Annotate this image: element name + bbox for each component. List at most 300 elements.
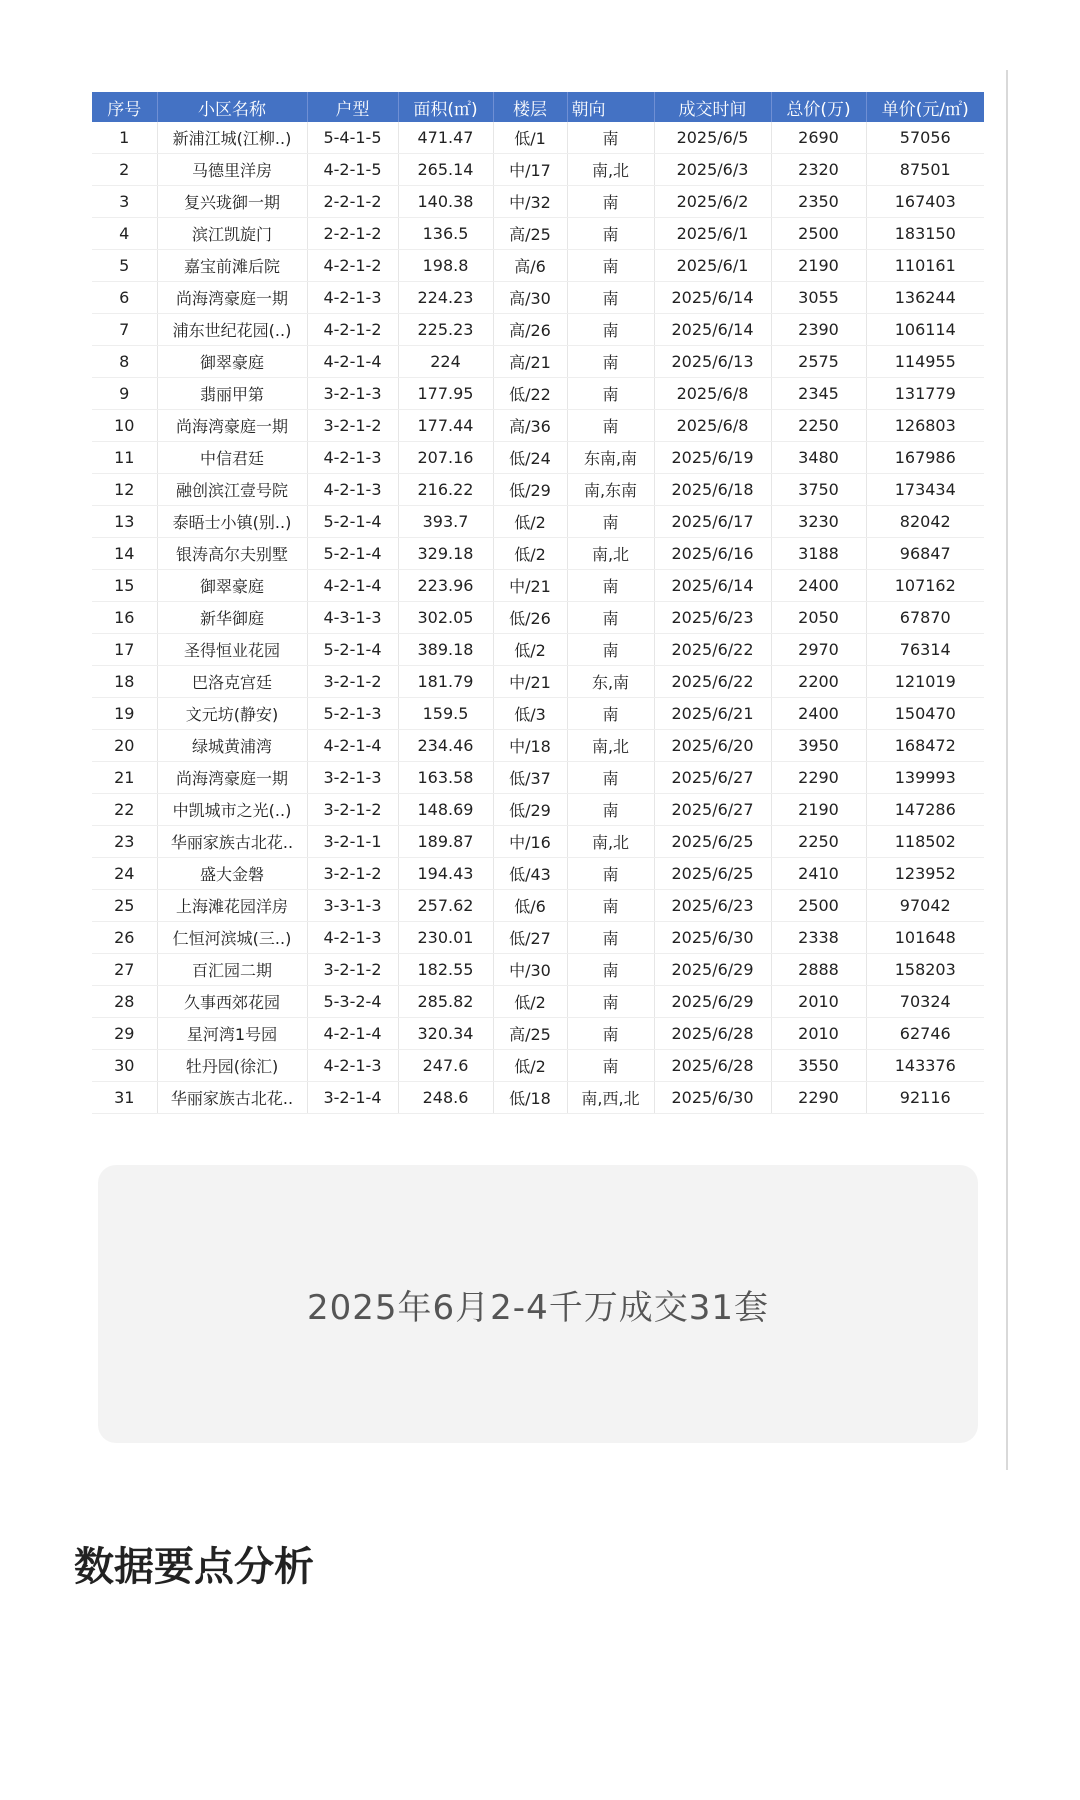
cell-layout: 3-2-1-2 [307, 666, 398, 698]
cell-total-price: 2010 [771, 986, 866, 1018]
cell-index: 16 [92, 602, 157, 634]
table-row [92, 794, 984, 826]
cell-total-price: 3230 [771, 506, 866, 538]
cell-orientation: 南 [567, 602, 654, 634]
cell-floor: 低/2 [493, 986, 567, 1018]
cell-total-price: 2345 [771, 378, 866, 410]
table-row [92, 442, 984, 474]
table-row [92, 410, 984, 442]
cell-index: 10 [92, 410, 157, 442]
cell-community: 滨江凯旋门 [157, 218, 307, 250]
cell-orientation: 南 [567, 570, 654, 602]
cell-floor: 低/1 [493, 122, 567, 154]
cell-index: 14 [92, 538, 157, 570]
cell-area: 329.18 [398, 538, 493, 570]
header-orientation: 朝向 [567, 92, 654, 122]
cell-community: 牡丹园(徐汇) [157, 1050, 307, 1082]
table-row [92, 538, 984, 570]
cell-deal-date: 2025/6/16 [654, 538, 771, 570]
cell-unit-price: 70324 [866, 986, 984, 1018]
cell-deal-date: 2025/6/13 [654, 346, 771, 378]
cell-total-price: 3750 [771, 474, 866, 506]
cell-unit-price: 57056 [866, 122, 984, 154]
cell-layout: 2-2-1-2 [307, 186, 398, 218]
cell-area: 285.82 [398, 986, 493, 1018]
cell-orientation: 南 [567, 186, 654, 218]
cell-unit-price: 131779 [866, 378, 984, 410]
header-unit-price: 单价(元/㎡) [866, 92, 984, 122]
cell-community: 尚海湾豪庭一期 [157, 410, 307, 442]
cell-community: 浦东世纪花园(..) [157, 314, 307, 346]
cell-area: 247.6 [398, 1050, 493, 1082]
cell-layout: 3-3-1-3 [307, 890, 398, 922]
cell-layout: 4-2-1-3 [307, 442, 398, 474]
cell-area: 140.38 [398, 186, 493, 218]
cell-area: 265.14 [398, 154, 493, 186]
header-area: 面积(㎡) [398, 92, 493, 122]
cell-deal-date: 2025/6/14 [654, 314, 771, 346]
cell-community: 新浦江城(江柳..) [157, 122, 307, 154]
table-row [92, 250, 984, 282]
cell-deal-date: 2025/6/29 [654, 986, 771, 1018]
cell-orientation: 南 [567, 378, 654, 410]
table-row [92, 1050, 984, 1082]
cell-area: 223.96 [398, 570, 493, 602]
cell-layout: 3-2-1-2 [307, 410, 398, 442]
cell-area: 163.58 [398, 762, 493, 794]
cell-area: 234.46 [398, 730, 493, 762]
cell-area: 177.44 [398, 410, 493, 442]
header-floor: 楼层 [493, 92, 567, 122]
cell-floor: 低/29 [493, 474, 567, 506]
cell-floor: 中/18 [493, 730, 567, 762]
cell-orientation: 南,北 [567, 826, 654, 858]
cell-layout: 3-2-1-2 [307, 954, 398, 986]
cell-floor: 低/2 [493, 634, 567, 666]
cell-orientation: 南 [567, 218, 654, 250]
cell-floor: 低/26 [493, 602, 567, 634]
cell-orientation: 南 [567, 762, 654, 794]
cell-floor: 高/25 [493, 218, 567, 250]
cell-index: 26 [92, 922, 157, 954]
cell-community: 久事西郊花园 [157, 986, 307, 1018]
cell-unit-price: 136244 [866, 282, 984, 314]
cell-unit-price: 168472 [866, 730, 984, 762]
cell-community: 泰晤士小镇(别..) [157, 506, 307, 538]
cell-orientation: 南,北 [567, 538, 654, 570]
cell-orientation: 南 [567, 954, 654, 986]
table-row [92, 602, 984, 634]
table-row [92, 186, 984, 218]
table-row [92, 314, 984, 346]
table-row [92, 154, 984, 186]
cell-floor: 低/37 [493, 762, 567, 794]
cell-deal-date: 2025/6/14 [654, 282, 771, 314]
cell-area: 248.6 [398, 1082, 493, 1114]
cell-unit-price: 110161 [866, 250, 984, 282]
cell-deal-date: 2025/6/30 [654, 1082, 771, 1114]
table-row [92, 1018, 984, 1050]
cell-total-price: 2250 [771, 410, 866, 442]
cell-community: 新华御庭 [157, 602, 307, 634]
cell-community: 华丽家族古北花.. [157, 826, 307, 858]
table-row [92, 570, 984, 602]
cell-unit-price: 101648 [866, 922, 984, 954]
cell-orientation: 南 [567, 922, 654, 954]
cell-layout: 3-2-1-3 [307, 762, 398, 794]
cell-floor: 中/21 [493, 666, 567, 698]
table-row [92, 730, 984, 762]
cell-area: 389.18 [398, 634, 493, 666]
cell-index: 4 [92, 218, 157, 250]
cell-floor: 低/43 [493, 858, 567, 890]
table-row [92, 858, 984, 890]
cell-index: 9 [92, 378, 157, 410]
cell-total-price: 2250 [771, 826, 866, 858]
cell-orientation: 南,北 [567, 730, 654, 762]
cell-unit-price: 87501 [866, 154, 984, 186]
cell-deal-date: 2025/6/14 [654, 570, 771, 602]
cell-unit-price: 67870 [866, 602, 984, 634]
cell-total-price: 2970 [771, 634, 866, 666]
cell-floor: 中/16 [493, 826, 567, 858]
cell-total-price: 2888 [771, 954, 866, 986]
cell-total-price: 2575 [771, 346, 866, 378]
cell-deal-date: 2025/6/27 [654, 794, 771, 826]
cell-deal-date: 2025/6/23 [654, 602, 771, 634]
cell-layout: 3-2-1-2 [307, 794, 398, 826]
cell-community: 翡丽甲第 [157, 378, 307, 410]
cell-total-price: 2320 [771, 154, 866, 186]
cell-area: 181.79 [398, 666, 493, 698]
cell-index: 12 [92, 474, 157, 506]
table-row [92, 474, 984, 506]
cell-floor: 中/30 [493, 954, 567, 986]
table-row [92, 986, 984, 1018]
cell-index: 29 [92, 1018, 157, 1050]
cell-index: 28 [92, 986, 157, 1018]
cell-unit-price: 114955 [866, 346, 984, 378]
cell-total-price: 2290 [771, 1082, 866, 1114]
cell-deal-date: 2025/6/5 [654, 122, 771, 154]
cell-orientation: 南 [567, 986, 654, 1018]
cell-floor: 低/22 [493, 378, 567, 410]
cell-unit-price: 97042 [866, 890, 984, 922]
cell-layout: 4-2-1-3 [307, 922, 398, 954]
cell-unit-price: 167403 [866, 186, 984, 218]
cell-index: 31 [92, 1082, 157, 1114]
cell-floor: 低/24 [493, 442, 567, 474]
cell-area: 159.5 [398, 698, 493, 730]
cell-area: 189.87 [398, 826, 493, 858]
cell-unit-price: 183150 [866, 218, 984, 250]
cell-layout: 4-2-1-5 [307, 154, 398, 186]
cell-orientation: 南 [567, 314, 654, 346]
cell-floor: 中/17 [493, 154, 567, 186]
cell-area: 136.5 [398, 218, 493, 250]
cell-total-price: 3550 [771, 1050, 866, 1082]
cell-layout: 4-2-1-2 [307, 250, 398, 282]
cell-unit-price: 143376 [866, 1050, 984, 1082]
right-divider [1006, 70, 1008, 1470]
cell-deal-date: 2025/6/29 [654, 954, 771, 986]
cell-total-price: 2010 [771, 1018, 866, 1050]
table-row [92, 218, 984, 250]
cell-orientation: 南,东南 [567, 474, 654, 506]
cell-orientation: 南 [567, 122, 654, 154]
cell-floor: 低/29 [493, 794, 567, 826]
cell-deal-date: 2025/6/22 [654, 666, 771, 698]
cell-community: 星河湾1号园 [157, 1018, 307, 1050]
cell-deal-date: 2025/6/25 [654, 858, 771, 890]
cell-floor: 中/21 [493, 570, 567, 602]
cell-area: 182.55 [398, 954, 493, 986]
cell-unit-price: 126803 [866, 410, 984, 442]
cell-community: 百汇园二期 [157, 954, 307, 986]
cell-layout: 4-2-1-3 [307, 1050, 398, 1082]
cell-floor: 高/6 [493, 250, 567, 282]
cell-unit-price: 139993 [866, 762, 984, 794]
cell-layout: 4-2-1-4 [307, 1018, 398, 1050]
cell-index: 27 [92, 954, 157, 986]
cell-area: 194.43 [398, 858, 493, 890]
cell-total-price: 2190 [771, 250, 866, 282]
cell-floor: 高/26 [493, 314, 567, 346]
table-row [92, 282, 984, 314]
cell-total-price: 3055 [771, 282, 866, 314]
cell-index: 5 [92, 250, 157, 282]
cell-area: 257.62 [398, 890, 493, 922]
cell-total-price: 2400 [771, 698, 866, 730]
cell-total-price: 2350 [771, 186, 866, 218]
cell-index: 8 [92, 346, 157, 378]
table-row [92, 698, 984, 730]
cell-deal-date: 2025/6/20 [654, 730, 771, 762]
cell-floor: 高/21 [493, 346, 567, 378]
cell-total-price: 2290 [771, 762, 866, 794]
cell-total-price: 2500 [771, 890, 866, 922]
cell-community: 文元坊(静安) [157, 698, 307, 730]
cell-orientation: 南 [567, 282, 654, 314]
cell-orientation: 南 [567, 346, 654, 378]
cell-area: 216.22 [398, 474, 493, 506]
cell-index: 13 [92, 506, 157, 538]
cell-index: 6 [92, 282, 157, 314]
table-row [92, 954, 984, 986]
cell-community: 巴洛克宫廷 [157, 666, 307, 698]
cell-community: 御翠豪庭 [157, 346, 307, 378]
cell-total-price: 2050 [771, 602, 866, 634]
cell-floor: 低/27 [493, 922, 567, 954]
table-row [92, 1082, 984, 1114]
cell-deal-date: 2025/6/25 [654, 826, 771, 858]
cell-index: 24 [92, 858, 157, 890]
cell-index: 3 [92, 186, 157, 218]
cell-community: 仁恒河滨城(三..) [157, 922, 307, 954]
cell-orientation: 南 [567, 794, 654, 826]
cell-layout: 4-2-1-2 [307, 314, 398, 346]
table-row [92, 122, 984, 154]
cell-unit-price: 107162 [866, 570, 984, 602]
transactions-table-wrapper [92, 92, 984, 1114]
cell-deal-date: 2025/6/17 [654, 506, 771, 538]
cell-community: 尚海湾豪庭一期 [157, 282, 307, 314]
cell-deal-date: 2025/6/22 [654, 634, 771, 666]
table-row [92, 922, 984, 954]
table-row [92, 762, 984, 794]
cell-orientation: 南,西,北 [567, 1082, 654, 1114]
cell-orientation: 南 [567, 858, 654, 890]
cell-community: 华丽家族古北花.. [157, 1082, 307, 1114]
cell-orientation: 南,北 [567, 154, 654, 186]
cell-area: 177.95 [398, 378, 493, 410]
header-index: 序号 [92, 92, 157, 122]
cell-community: 上海滩花园洋房 [157, 890, 307, 922]
cell-unit-price: 121019 [866, 666, 984, 698]
cell-total-price: 2200 [771, 666, 866, 698]
table-row [92, 346, 984, 378]
cell-index: 25 [92, 890, 157, 922]
transactions-table [92, 92, 984, 1114]
cell-index: 18 [92, 666, 157, 698]
cell-total-price: 2390 [771, 314, 866, 346]
cell-index: 22 [92, 794, 157, 826]
cell-index: 23 [92, 826, 157, 858]
cell-deal-date: 2025/6/27 [654, 762, 771, 794]
cell-area: 225.23 [398, 314, 493, 346]
cell-layout: 3-2-1-2 [307, 858, 398, 890]
cell-area: 471.47 [398, 122, 493, 154]
table-body [92, 122, 984, 1114]
cell-community: 绿城黄浦湾 [157, 730, 307, 762]
cell-layout: 5-2-1-4 [307, 538, 398, 570]
cell-floor: 低/2 [493, 538, 567, 570]
cell-index: 1 [92, 122, 157, 154]
section-title: 数据要点分析 [74, 1544, 314, 1590]
cell-layout: 4-2-1-4 [307, 730, 398, 762]
cell-total-price: 2190 [771, 794, 866, 826]
cell-area: 393.7 [398, 506, 493, 538]
cell-community: 银涛高尔夫别墅 [157, 538, 307, 570]
cell-unit-price: 96847 [866, 538, 984, 570]
cell-layout: 5-2-1-3 [307, 698, 398, 730]
cell-community: 御翠豪庭 [157, 570, 307, 602]
cell-deal-date: 2025/6/30 [654, 922, 771, 954]
cell-layout: 3-2-1-4 [307, 1082, 398, 1114]
cell-orientation: 南 [567, 890, 654, 922]
cell-deal-date: 2025/6/23 [654, 890, 771, 922]
cell-area: 224.23 [398, 282, 493, 314]
summary-text: 2025年6月2-4千万成交31套 [307, 1287, 769, 1328]
cell-floor: 低/18 [493, 1082, 567, 1114]
cell-index: 20 [92, 730, 157, 762]
table-row [92, 666, 984, 698]
table-header-row [92, 92, 984, 122]
cell-deal-date: 2025/6/21 [654, 698, 771, 730]
cell-community: 复兴珑御一期 [157, 186, 307, 218]
cell-deal-date: 2025/6/3 [654, 154, 771, 186]
cell-floor: 中/32 [493, 186, 567, 218]
cell-total-price: 3480 [771, 442, 866, 474]
cell-layout: 3-2-1-3 [307, 378, 398, 410]
cell-index: 11 [92, 442, 157, 474]
cell-area: 207.16 [398, 442, 493, 474]
cell-floor: 低/6 [493, 890, 567, 922]
cell-community: 中信君廷 [157, 442, 307, 474]
cell-total-price: 2500 [771, 218, 866, 250]
cell-index: 2 [92, 154, 157, 186]
cell-unit-price: 173434 [866, 474, 984, 506]
table-row [92, 634, 984, 666]
cell-deal-date: 2025/6/2 [654, 186, 771, 218]
cell-unit-price: 92116 [866, 1082, 984, 1114]
table-row [92, 890, 984, 922]
cell-community: 尚海湾豪庭一期 [157, 762, 307, 794]
table-row [92, 378, 984, 410]
table-row [92, 826, 984, 858]
cell-layout: 4-2-1-4 [307, 570, 398, 602]
cell-index: 30 [92, 1050, 157, 1082]
cell-unit-price: 106114 [866, 314, 984, 346]
cell-floor: 低/2 [493, 506, 567, 538]
cell-index: 19 [92, 698, 157, 730]
cell-area: 302.05 [398, 602, 493, 634]
cell-layout: 5-4-1-5 [307, 122, 398, 154]
cell-index: 21 [92, 762, 157, 794]
cell-unit-price: 118502 [866, 826, 984, 858]
cell-layout: 3-2-1-1 [307, 826, 398, 858]
cell-deal-date: 2025/6/18 [654, 474, 771, 506]
cell-orientation: 南 [567, 1018, 654, 1050]
summary-card [98, 1165, 978, 1443]
cell-total-price: 3188 [771, 538, 866, 570]
cell-layout: 4-3-1-3 [307, 602, 398, 634]
cell-orientation: 南 [567, 698, 654, 730]
cell-floor: 低/2 [493, 1050, 567, 1082]
cell-unit-price: 147286 [866, 794, 984, 826]
cell-deal-date: 2025/6/19 [654, 442, 771, 474]
cell-orientation: 南 [567, 1050, 654, 1082]
header-total-price: 总价(万) [771, 92, 866, 122]
cell-total-price: 3950 [771, 730, 866, 762]
cell-deal-date: 2025/6/28 [654, 1050, 771, 1082]
cell-index: 7 [92, 314, 157, 346]
cell-floor: 低/3 [493, 698, 567, 730]
cell-total-price: 2690 [771, 122, 866, 154]
cell-index: 17 [92, 634, 157, 666]
cell-area: 320.34 [398, 1018, 493, 1050]
cell-layout: 5-3-2-4 [307, 986, 398, 1018]
cell-unit-price: 150470 [866, 698, 984, 730]
cell-unit-price: 62746 [866, 1018, 984, 1050]
cell-floor: 高/25 [493, 1018, 567, 1050]
cell-community: 圣得恒业花园 [157, 634, 307, 666]
cell-unit-price: 167986 [866, 442, 984, 474]
cell-deal-date: 2025/6/28 [654, 1018, 771, 1050]
cell-community: 融创滨江壹号院 [157, 474, 307, 506]
cell-area: 224 [398, 346, 493, 378]
cell-layout: 2-2-1-2 [307, 218, 398, 250]
cell-area: 148.69 [398, 794, 493, 826]
cell-deal-date: 2025/6/1 [654, 218, 771, 250]
header-community: 小区名称 [157, 92, 307, 122]
cell-floor: 高/30 [493, 282, 567, 314]
cell-total-price: 2400 [771, 570, 866, 602]
cell-floor: 高/36 [493, 410, 567, 442]
cell-orientation: 南 [567, 250, 654, 282]
header-layout: 户型 [307, 92, 398, 122]
cell-total-price: 2338 [771, 922, 866, 954]
